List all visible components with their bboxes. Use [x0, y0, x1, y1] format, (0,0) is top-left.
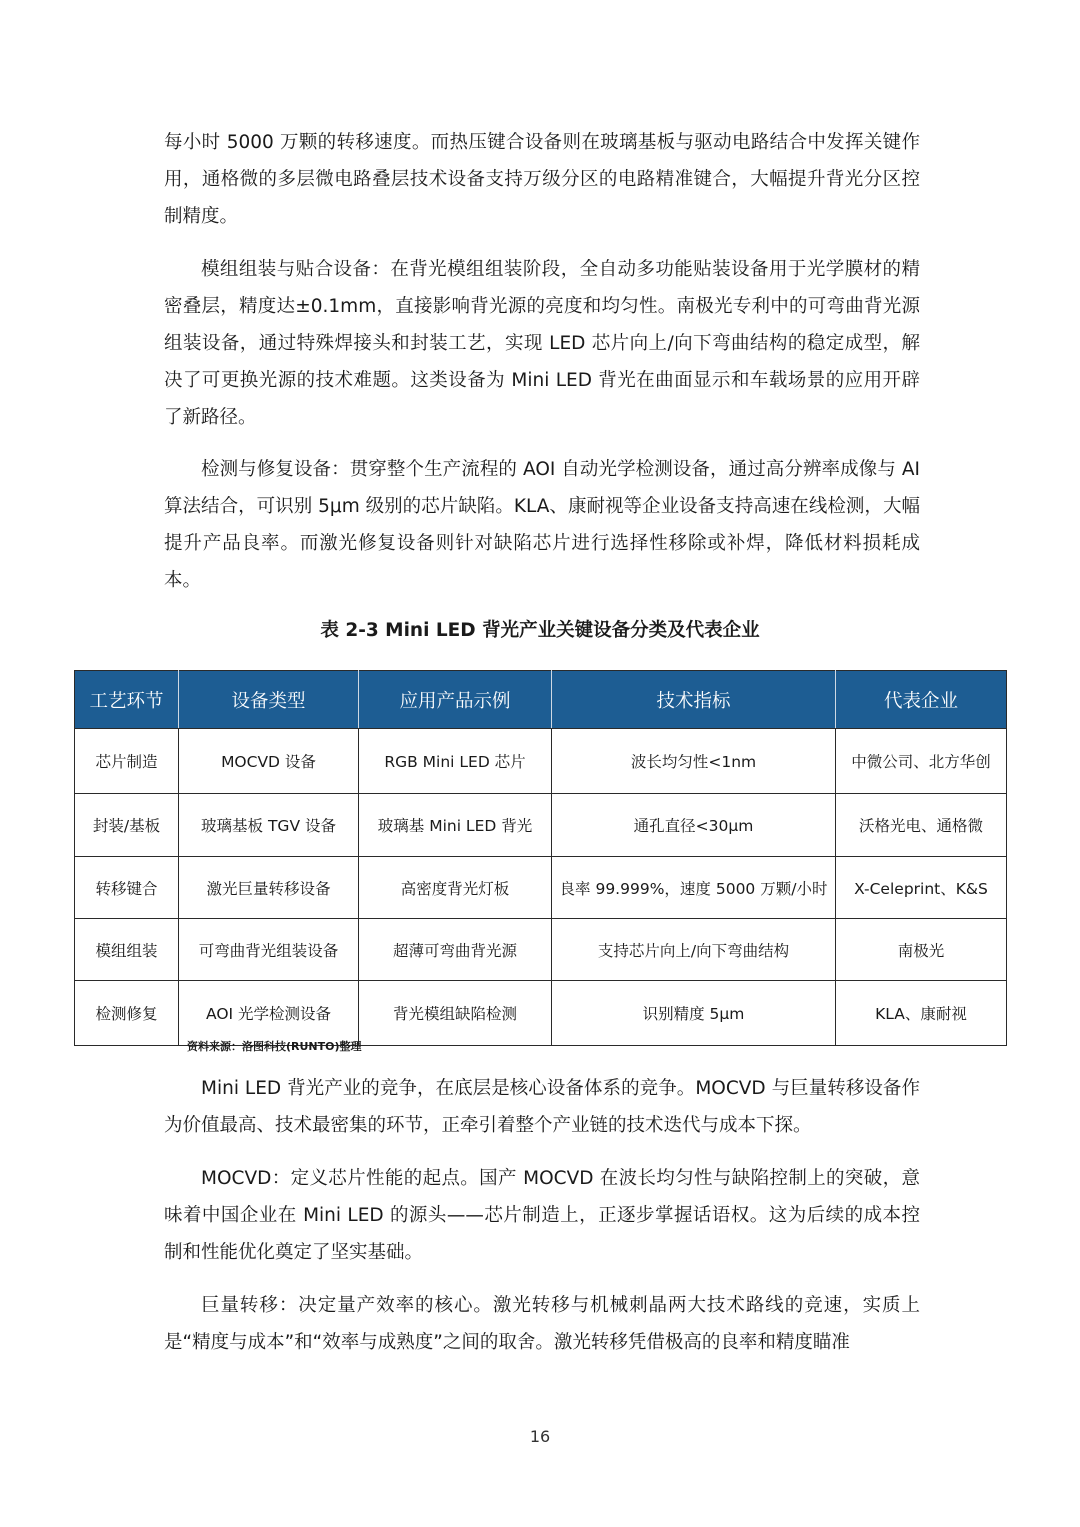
table-cell: X-Celeprint、K&S — [836, 857, 1007, 919]
table-cell: AOI 光学检测设备 — [179, 981, 359, 1046]
table-row — [75, 981, 1007, 1046]
table-cell: 高密度背光灯板 — [359, 857, 552, 919]
table-cell: MOCVD 设备 — [179, 729, 359, 794]
header-cell: 工艺环节 — [75, 671, 179, 729]
header-cell: 技术指标 — [552, 671, 836, 729]
header-cell: 设备类型 — [179, 671, 359, 729]
table-cell: 波长均匀性<1nm — [552, 729, 836, 794]
table-cell: 玻璃基 Mini LED 背光 — [359, 794, 552, 857]
table-cell: 中微公司、北方华创 — [836, 729, 1007, 794]
table-cell: 通孔直径<30μm — [552, 794, 836, 857]
table-cell: 模组组装 — [75, 919, 179, 981]
table-cell: 转移键合 — [75, 857, 179, 919]
header-cell: 应用产品示例 — [359, 671, 552, 729]
table-header-row — [75, 671, 1007, 729]
table-cell: 超薄可弯曲背光源 — [359, 919, 552, 981]
paragraph: 巨量转移：决定量产效率的核心。激光转移与机械刺晶两大技术路线的竞速，实质上是“精度与成本”和“效率与成熟度”之间的取舍。激光转移凭借极高的良率和精度瞄准 — [164, 1295, 920, 1353]
table-cell: 良率 99.999%，速度 5000 万颗/小时 — [552, 857, 836, 919]
table-row — [75, 729, 1007, 794]
table-cell: 检测修复 — [75, 981, 179, 1046]
table-caption: 表 2-3 Mini LED 背光产业关键设备分类及代表企业 — [320, 620, 760, 641]
table-cell: 激光巨量转移设备 — [179, 857, 359, 919]
header-cell: 代表企业 — [836, 671, 1007, 729]
table-cell: 支持芯片向上/向下弯曲结构 — [552, 919, 836, 981]
page-number: 16 — [529, 1427, 551, 1446]
table-cell: 玻璃基板 TGV 设备 — [179, 794, 359, 857]
paragraph: 每小时 5000 万颗的转移速度。而热压键合设备则在玻璃基板与驱动电路结合中发挥关键作用，通格微的多层微电路叠层技术设备支持万级分区的电路精准键合，大幅提升背光分区控制精度。 — [164, 132, 920, 227]
table-cell: 可弯曲背光组装设备 — [179, 919, 359, 981]
table-source-note: 资料来源：洛图科技(RUNTO)整理 — [187, 1040, 362, 1053]
table-row — [75, 794, 1007, 857]
table-cell: KLA、康耐视 — [836, 981, 1007, 1046]
paragraph: Mini LED 背光产业的竞争，在底层是核心设备体系的竞争。MOCVD 与巨量转移设备作为价值最高、技术最密集的环节，正牵引着整个产业链的技术迭代与成本下探。 — [164, 1078, 920, 1136]
table-cell: 识别精度 5μm — [552, 981, 836, 1046]
paragraph: 检测与修复设备：贯穿整个生产流程的 AOI 自动光学检测设备，通过高分辨率成像与 AI 算法结合，可识别 5μm 级别的芯片缺陷。KLA、康耐视等企业设备支持高速在线检测，大幅提升产品良率。而激光修复设备则针对缺陷芯片进行选择性移除或补焊，降低材料损耗成本。 — [164, 459, 920, 591]
table-row — [75, 857, 1007, 919]
table-row — [75, 919, 1007, 981]
paragraph: MOCVD：定义芯片性能的起点。国产 MOCVD 在波长均匀性与缺陷控制上的突破，意味着中国企业在 Mini LED 的源头——芯片制造上，正逐步掌握话语权。这为后续的成本控制和性能优化奠定了坚实基础。 — [164, 1168, 920, 1263]
table-cell: RGB Mini LED 芯片 — [359, 729, 552, 794]
table-cell: 封装/基板 — [75, 794, 179, 857]
table-cell: 沃格光电、通格微 — [836, 794, 1007, 857]
paragraph: 模组组装与贴合设备：在背光模组组装阶段，全自动多功能贴装设备用于光学膜材的精密叠层，精度达±0.1mm，直接影响背光源的亮度和均匀性。南极光专利中的可弯曲背光源组装设备，通过特殊焊接头和封装工艺，实现 LED 芯片向上/向下弯曲结构的稳定成型，解决了可更换光源的技术难题。这类设备为 Mini LED 背光在曲面显示和车载场景的应用开辟了新路径。 — [164, 259, 920, 428]
table-cell: 芯片制造 — [75, 729, 179, 794]
table-cell: 南极光 — [836, 919, 1007, 981]
equipment-table — [74, 670, 1007, 1046]
table-cell: 背光模组缺陷检测 — [359, 981, 552, 1046]
